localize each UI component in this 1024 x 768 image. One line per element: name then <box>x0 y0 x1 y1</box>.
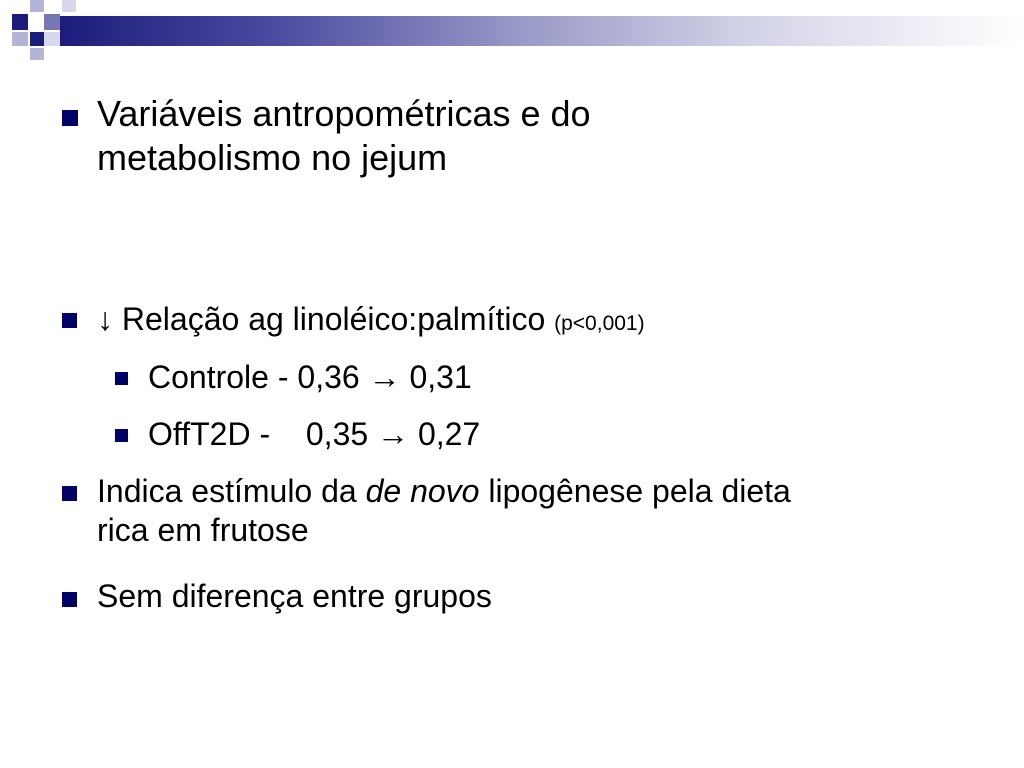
p-value-note: (p<0,001) <box>554 312 645 335</box>
decor-square <box>30 0 44 12</box>
group-label: Controle - <box>148 359 289 395</box>
value-before: 0,35 <box>305 416 369 452</box>
bullet-marker <box>62 313 77 328</box>
bullet-text: lipogênese pela dieta <box>479 473 791 509</box>
decor-square <box>44 14 60 30</box>
bullet-text: Indica estímulo da <box>97 473 366 509</box>
bullet-marker <box>62 486 77 501</box>
bullet-marker <box>62 110 78 126</box>
bullet-text: Relação ag linoléico:palmítico <box>121 301 546 337</box>
decor-square <box>44 32 60 46</box>
sub-bullet-marker <box>115 372 128 385</box>
value-before: 0,36 <box>297 359 360 395</box>
sub-bullet-item <box>148 358 472 397</box>
right-arrow-icon: → <box>377 416 410 452</box>
decor-square <box>30 32 44 46</box>
header-gradient-bar <box>60 16 1024 46</box>
value-after: 0,27 <box>417 416 481 452</box>
decor-square <box>30 48 44 60</box>
down-arrow-icon: ↓ <box>97 301 113 337</box>
decor-square <box>62 0 76 12</box>
sub-bullet-item <box>148 415 480 454</box>
sub-bullet-marker <box>115 429 128 442</box>
bullet-marker <box>62 592 77 607</box>
right-arrow-icon: → <box>368 359 401 395</box>
value-after: 0,31 <box>409 359 472 395</box>
bullet-item <box>97 472 791 550</box>
decor-square <box>12 14 28 30</box>
decor-square <box>12 32 28 46</box>
bullet-text: rica em frutose <box>97 512 309 549</box>
bullet-text: Variáveis antropométricas e do <box>97 93 591 134</box>
emphasis-text: de novo <box>365 473 480 509</box>
bullet-item <box>97 92 591 180</box>
bullet-item <box>97 577 492 616</box>
header-decoration <box>0 0 1024 70</box>
bullet-item <box>97 300 645 339</box>
group-label: OffT2D - <box>148 416 271 452</box>
bullet-text: Sem diferença entre grupos <box>97 578 492 614</box>
bullet-text: metabolismo no jejum <box>97 136 448 178</box>
